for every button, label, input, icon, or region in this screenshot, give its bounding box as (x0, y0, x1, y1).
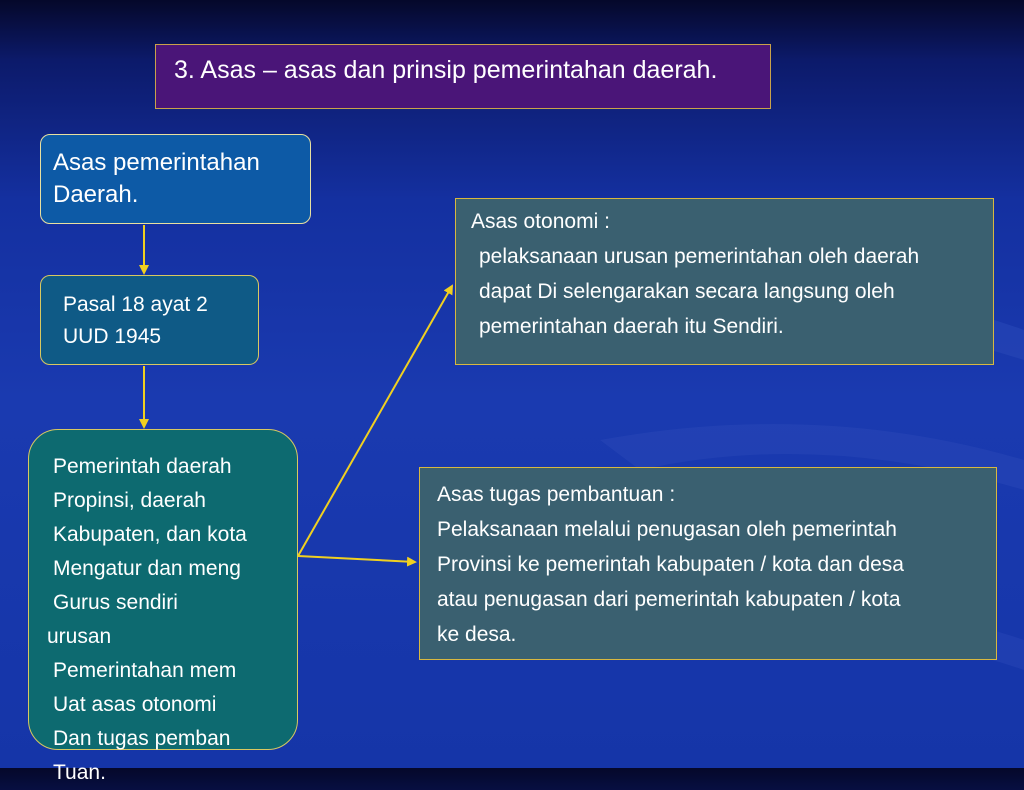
pemerintah-line: Propinsi, daerah (53, 489, 206, 512)
pasal-line: Pasal 18 ayat 2 (63, 293, 208, 316)
otonomi-line: dapat Di selengarakan secara langsung oleh (479, 280, 895, 303)
arrow-to-otonomi (298, 286, 452, 556)
arrow-to-tugas (298, 556, 415, 562)
otonomi-heading: Asas otonomi : (471, 210, 610, 233)
pemerintah-line: Pemerintahan mem (53, 659, 237, 682)
tugas-line: Pelaksanaan melalui penugasan oleh pemerintah (437, 518, 897, 541)
pemerintah-line: Gurus sendiri (53, 591, 178, 614)
pemerintah-line: Dan tugas pemban (53, 727, 231, 750)
tugas-line: atau penugasan dari pemerintah kabupaten / kota (437, 588, 901, 611)
pemerintah-line: Kabupaten, dan kota (53, 523, 247, 546)
tugas-line: Provinsi ke pemerintah kabupaten / kota dan desa (437, 553, 904, 576)
tugas-heading: Asas tugas pembantuan : (437, 483, 676, 506)
pasal-line: UUD 1945 (63, 325, 162, 348)
pemerintah-line: Tuan. (53, 761, 106, 784)
root-node-line: Daerah. (53, 181, 139, 208)
pemerintah-line: Pemerintah daerah (53, 455, 232, 478)
pemerintah-line: Uat asas otonomi (53, 693, 217, 716)
root-node-line: Asas pemerintahan (53, 149, 260, 176)
tugas-line: ke desa. (437, 623, 517, 646)
slide-title-text: 3. Asas – asas dan prinsip pemerintahan daerah. (174, 56, 718, 84)
pemerintah-line: Mengatur dan meng (53, 557, 241, 580)
otonomi-line: pelaksanaan urusan pemerintahan oleh daerah (479, 245, 920, 268)
pemerintah-line: urusan (47, 625, 112, 648)
otonomi-line: pemerintahan daerah itu Sendiri. (479, 315, 784, 338)
